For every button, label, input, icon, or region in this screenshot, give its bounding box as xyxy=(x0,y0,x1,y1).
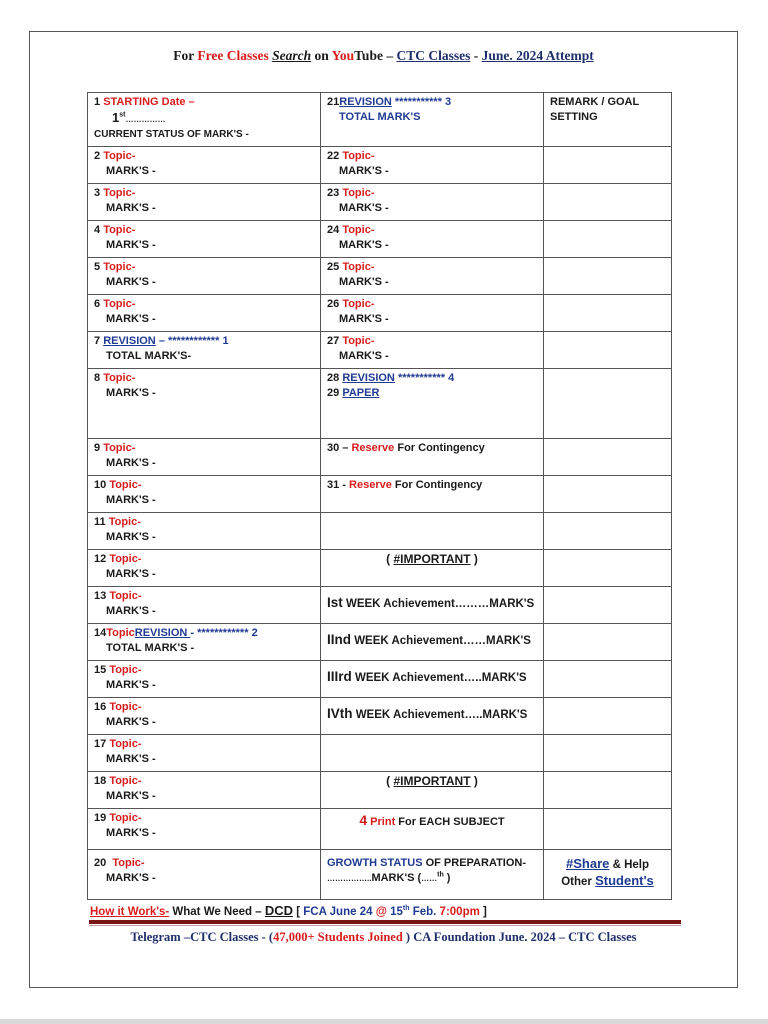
table-row xyxy=(88,661,672,698)
bracket-close: ] xyxy=(479,906,487,918)
marks-label: MARK'S - xyxy=(106,872,156,884)
cell-day-19 xyxy=(88,809,321,850)
cell-day-17 xyxy=(88,735,321,772)
search-text: Search xyxy=(272,48,312,63)
header-dash2: - xyxy=(470,48,482,63)
topic-label: Topic- xyxy=(112,857,145,869)
day-number: 22 xyxy=(327,150,340,162)
table-row xyxy=(88,550,672,587)
remark-cell[interactable] xyxy=(544,698,672,735)
first-sup: st xyxy=(119,111,126,119)
day-number: 19 xyxy=(94,812,107,824)
reserve-label: Reserve xyxy=(351,442,395,454)
bracket-open: [ xyxy=(293,906,304,918)
marks-label: MARK'S - xyxy=(106,679,156,691)
remark-cell[interactable] xyxy=(544,369,672,439)
day-number: 21 xyxy=(327,96,340,108)
remark-cell[interactable] xyxy=(544,661,672,698)
table-row xyxy=(88,698,672,735)
cell-day-31 xyxy=(321,476,544,513)
revision-stars: ************ xyxy=(197,627,252,639)
share-cell xyxy=(544,850,672,900)
topic-label: Topic- xyxy=(103,224,136,236)
day-number: 6 xyxy=(94,298,101,310)
remark-cell[interactable] xyxy=(544,513,672,550)
print-label: Print xyxy=(367,816,396,828)
day-number: 26 xyxy=(327,298,340,310)
day-number: 11 xyxy=(94,516,106,528)
total-marks-label: TOTAL MARK'S xyxy=(339,111,421,123)
marks-label: MARK'S ( xyxy=(371,872,422,884)
topic-label: Topic- xyxy=(103,298,136,310)
marks-label: MARK'S - xyxy=(106,457,156,469)
marks-label: MARK'S - xyxy=(106,202,156,214)
remark-cell[interactable] xyxy=(544,587,672,624)
cell-day-7 xyxy=(88,332,321,369)
first-dots: …………… xyxy=(125,115,166,124)
growth-dots: …………….. xyxy=(327,874,372,883)
feb-label: Feb. xyxy=(409,906,440,918)
day-number: 1 xyxy=(94,96,101,108)
week-number: IIIrd xyxy=(327,669,352,684)
share-hashtag[interactable]: #Share xyxy=(566,856,610,871)
cell-day-1 xyxy=(88,93,321,147)
important-cell xyxy=(321,550,544,587)
print-count: 4 xyxy=(359,812,368,828)
cell-day-5 xyxy=(88,258,321,295)
remark-cell[interactable] xyxy=(544,735,672,772)
week-text: WEEK Achievement……MARK'S xyxy=(351,635,531,647)
topic-label: Topic- xyxy=(109,701,142,713)
topic-label: Topic- xyxy=(103,442,136,454)
revision-index: 2 xyxy=(251,627,258,639)
dash: – xyxy=(339,442,352,454)
help-label: & Help xyxy=(609,859,649,871)
revision-index: 3 xyxy=(445,96,452,108)
cell-day-30 xyxy=(321,439,544,476)
dash: - xyxy=(339,479,350,491)
topic-label: Topic- xyxy=(108,516,141,528)
revision-stars: *********** xyxy=(391,96,446,108)
topic-label: Topic- xyxy=(342,335,375,347)
revision-index: 4 xyxy=(448,372,455,384)
table-row xyxy=(88,476,672,513)
week-achievement-4 xyxy=(321,698,544,735)
paper-label: PAPER xyxy=(342,387,380,399)
day-number: 24 xyxy=(327,224,340,236)
topic-label: Topic- xyxy=(342,150,375,162)
day-number: 25 xyxy=(327,261,340,273)
telegram-label[interactable]: Telegram –CTC Classes - ( xyxy=(130,930,274,944)
topic-label: Topic xyxy=(106,627,135,639)
topic-label: Topic- xyxy=(109,775,142,787)
current-status-label: CURRENT STATUS OF MARK'S - xyxy=(94,129,249,140)
paren-close: ) xyxy=(470,774,478,788)
day-number: 12 xyxy=(94,553,107,565)
table-row xyxy=(88,439,672,476)
remark-cell[interactable] xyxy=(544,184,672,221)
marks-label: MARK'S - xyxy=(106,568,156,580)
marks-label: MARK'S - xyxy=(339,165,389,177)
youtube-tube: Tube xyxy=(354,48,383,63)
dcd-label: DCD xyxy=(264,903,294,918)
day-number: 17 xyxy=(94,738,107,750)
revision-label: REVISION xyxy=(342,372,395,384)
week-number: IInd xyxy=(327,632,351,647)
students-joined: 47,000+ Students Joined xyxy=(273,930,403,944)
topic-label: Topic- xyxy=(109,738,142,750)
topic-label: Topic- xyxy=(103,187,136,199)
important-cell xyxy=(321,772,544,809)
empty-cell xyxy=(321,513,544,550)
day-number: 3 xyxy=(94,187,101,199)
cell-day-27 xyxy=(321,332,544,369)
table-row xyxy=(88,221,672,258)
ctc-classes-link[interactable]: CTC Classes xyxy=(396,48,471,63)
marks-label: MARK'S - xyxy=(106,313,156,325)
date-label: 15 xyxy=(386,906,403,918)
cell-day-23 xyxy=(321,184,544,221)
footer-rest: ) CA Foundation June. 2024 – CTC Classes xyxy=(402,930,637,944)
table-row xyxy=(88,587,672,624)
remark-label: REMARK / GOAL SETTING xyxy=(550,96,640,123)
total-marks-label: TOTAL MARK'S- xyxy=(106,350,192,362)
at-sign: @ xyxy=(375,906,387,918)
day-number: 8 xyxy=(94,372,101,384)
what-we-need: What We Need – xyxy=(169,906,265,918)
header-dash: – xyxy=(382,48,397,63)
marks-label: MARK'S - xyxy=(339,276,389,288)
day-number: 31 xyxy=(327,479,340,491)
how-it-works-line xyxy=(90,903,487,918)
how-it-works-link[interactable]: How it Work's- xyxy=(90,906,170,918)
print-cell xyxy=(321,809,544,850)
cell-day-15 xyxy=(88,661,321,698)
starting-date-label: STARTING Date – xyxy=(103,96,195,108)
cell-day-24 xyxy=(321,221,544,258)
topic-label: Topic- xyxy=(342,298,375,310)
marks-dots: …… xyxy=(421,874,438,883)
cell-day-20 xyxy=(88,850,321,900)
each-subject-label: For EACH SUBJECT xyxy=(395,816,505,828)
week-text: WEEK Achievement…..MARK'S xyxy=(352,709,528,721)
day-number: 23 xyxy=(327,187,340,199)
header-text: For xyxy=(173,48,198,63)
cell-day-25 xyxy=(321,258,544,295)
topic-label: Topic- xyxy=(342,187,375,199)
day-number: 13 xyxy=(94,590,107,602)
growth-status-label: GROWTH STATUS xyxy=(327,857,423,869)
cell-day-6 xyxy=(88,295,321,332)
marks-label: MARK'S - xyxy=(106,716,156,728)
revision-dash: - xyxy=(190,627,198,639)
remark-cell[interactable] xyxy=(544,295,672,332)
remark-cell[interactable] xyxy=(544,476,672,513)
paren-open: ( xyxy=(386,552,394,566)
fca-label: FCA June 24 xyxy=(303,906,376,918)
header-line xyxy=(30,48,737,64)
topic-label: Topic- xyxy=(109,590,142,602)
week-number: IVth xyxy=(327,706,353,721)
marks-label: MARK'S - xyxy=(106,276,156,288)
table-row xyxy=(88,624,672,661)
attempt-text: June. 2024 Attempt xyxy=(481,48,594,63)
table-row xyxy=(88,295,672,332)
paren-close: ) xyxy=(443,872,451,884)
document-page xyxy=(29,31,738,988)
time-label: 7:00pm xyxy=(439,906,480,918)
header-on: on xyxy=(311,48,332,63)
topic-label: Topic- xyxy=(103,150,136,162)
contingency-label: For Contingency xyxy=(394,442,485,454)
remark-cell[interactable] xyxy=(544,809,672,850)
marks-label: MARK'S - xyxy=(106,239,156,251)
topic-label: Topic- xyxy=(342,224,375,236)
table-row xyxy=(88,369,672,439)
topic-label: Topic- xyxy=(109,479,142,491)
revision-stars: *********** xyxy=(394,372,449,384)
cell-day-14 xyxy=(88,624,321,661)
footer-line xyxy=(30,930,737,945)
marks-label: MARK'S - xyxy=(106,494,156,506)
th-sup: th xyxy=(402,905,410,913)
marks-label: MARK'S - xyxy=(339,350,389,362)
bottom-strip xyxy=(0,1019,768,1024)
important-hashtag[interactable]: #IMPORTANT xyxy=(393,552,471,566)
marks-label: MARK'S - xyxy=(106,605,156,617)
cell-day-9 xyxy=(88,439,321,476)
total-marks-label: TOTAL MARK'S - xyxy=(106,642,195,654)
cell-day-16 xyxy=(88,698,321,735)
marks-label: MARK'S - xyxy=(106,387,156,399)
growth-status-cell xyxy=(321,850,544,900)
day-number: 14 xyxy=(94,627,107,639)
reserve-label: Reserve xyxy=(349,479,392,491)
empty-cell xyxy=(321,735,544,772)
of-preparation-label: OF PREPARATION- xyxy=(422,857,527,869)
day-number: 2 xyxy=(94,150,101,162)
revision-label: REVISION xyxy=(103,335,156,347)
students-label: Student's xyxy=(595,873,654,888)
th-sup: th xyxy=(437,871,444,879)
remark-cell[interactable] xyxy=(544,624,672,661)
marks-label: MARK'S - xyxy=(106,753,156,765)
cell-day-8 xyxy=(88,369,321,439)
topic-label: Topic- xyxy=(109,553,142,565)
table-row xyxy=(88,809,672,850)
paren-open: ( xyxy=(386,774,394,788)
table-row xyxy=(88,147,672,184)
remark-header xyxy=(544,93,672,147)
cell-day-28 xyxy=(321,369,544,439)
marks-label: MARK'S - xyxy=(106,827,156,839)
free-classes-text: Free Classes xyxy=(197,48,269,63)
day-number: 30 xyxy=(327,442,340,454)
cell-day-26 xyxy=(321,295,544,332)
cell-day-18 xyxy=(88,772,321,809)
remark-cell[interactable] xyxy=(544,772,672,809)
table-row xyxy=(88,93,672,147)
footer-divider xyxy=(89,920,681,924)
cell-day-4 xyxy=(88,221,321,258)
day-number: 5 xyxy=(94,261,101,273)
revision-stars: ************ xyxy=(168,335,223,347)
study-plan-table xyxy=(87,92,672,900)
youtube-you: You xyxy=(331,48,355,63)
other-label: Other xyxy=(561,876,596,888)
topic-label: Topic- xyxy=(342,261,375,273)
day-number: 7 xyxy=(94,335,101,347)
revision-label: REVISION xyxy=(134,627,191,639)
week-achievement-1 xyxy=(321,587,544,624)
day-number: 27 xyxy=(327,335,340,347)
topic-label: Topic- xyxy=(109,812,142,824)
week-achievement-3 xyxy=(321,661,544,698)
revision-label: REVISION xyxy=(339,96,392,108)
cell-day-10 xyxy=(88,476,321,513)
week-number: Ist xyxy=(327,595,343,610)
marks-label: MARK'S - xyxy=(106,790,156,802)
remark-cell[interactable] xyxy=(544,221,672,258)
marks-label: MARK'S - xyxy=(339,239,389,251)
topic-label: Topic- xyxy=(109,664,142,676)
revision-dash: – xyxy=(155,335,168,347)
footer-divider-thin xyxy=(89,925,681,926)
cell-day-13 xyxy=(88,587,321,624)
contingency-label: For Contingency xyxy=(391,479,483,491)
table-row xyxy=(88,258,672,295)
cell-day-11 xyxy=(88,513,321,550)
first-num: 1 xyxy=(112,110,120,125)
cell-day-22 xyxy=(321,147,544,184)
paren-close: ) xyxy=(470,552,478,566)
cell-day-21 xyxy=(321,93,544,147)
day-number: 29 xyxy=(327,387,340,399)
marks-label: MARK'S - xyxy=(339,313,389,325)
first-marker xyxy=(94,110,165,125)
remark-cell[interactable] xyxy=(544,332,672,369)
topic-label: Topic- xyxy=(103,261,136,273)
marks-label: MARK'S - xyxy=(339,202,389,214)
week-text: WEEK Achievement…..MARK'S xyxy=(351,672,527,684)
remark-cell[interactable] xyxy=(544,439,672,476)
table-row xyxy=(88,332,672,369)
important-hashtag[interactable]: #IMPORTANT xyxy=(393,774,471,788)
day-number: 10 xyxy=(94,479,107,491)
week-text: WEEK Achievement………MARK'S xyxy=(342,598,535,610)
table-row xyxy=(88,850,672,900)
cell-day-12 xyxy=(88,550,321,587)
day-number: 9 xyxy=(94,442,101,454)
table-row xyxy=(88,513,672,550)
day-number: 20 xyxy=(94,857,107,869)
remark-cell[interactable] xyxy=(544,258,672,295)
day-number: 4 xyxy=(94,224,101,236)
remark-cell[interactable] xyxy=(544,147,672,184)
table-row xyxy=(88,772,672,809)
day-number: 15 xyxy=(94,664,107,676)
remark-cell[interactable] xyxy=(544,550,672,587)
topic-label: Topic- xyxy=(103,372,136,384)
day-number: 28 xyxy=(327,372,340,384)
marks-label: MARK'S - xyxy=(106,531,156,543)
table-row xyxy=(88,184,672,221)
day-number: 18 xyxy=(94,775,107,787)
day-number: 16 xyxy=(94,701,107,713)
revision-index: 1 xyxy=(222,335,229,347)
cell-day-3 xyxy=(88,184,321,221)
cell-day-2 xyxy=(88,147,321,184)
table-row xyxy=(88,735,672,772)
week-achievement-2 xyxy=(321,624,544,661)
marks-label: MARK'S - xyxy=(106,165,156,177)
